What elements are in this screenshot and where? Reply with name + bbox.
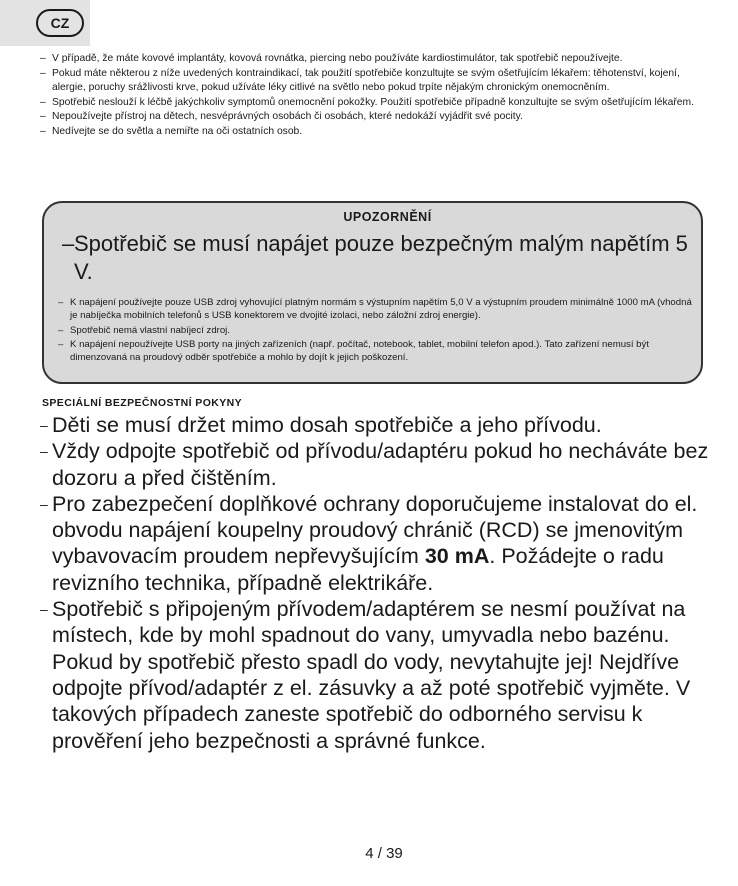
list-item-text: Nepoužívejte přístroj na dětech, nesvéprávných osobách či osobách, které nedokáží vyjádřit své pocity. [52, 111, 523, 123]
list-item-text: Spotřebič nemá vlastní nabíjecí zdroj. [70, 324, 230, 336]
list-item [40, 412, 720, 438]
list-item-text: K napájení nepoužívejte USB porty na jiných zařízeních (např. počítač, notebook, tablet, mobilní telefon apod.). Tato zařízení nemusí být dimenzovaná na proudový odběr spotřebiče a mohlo by dojít k jejich poškození. [70, 339, 649, 363]
dash: – [40, 443, 48, 460]
dash: – [58, 339, 64, 350]
dash: – [62, 231, 75, 256]
list-item-text: Spotřebič s připojeným přívodem/adaptérem se nesmí používat na místech, kde by mohl spadnout do vany, umyvadla nebo bazénu. Pokud by spotřebič přesto spadl do vody, nevytahujte jej! Nejdříve odpojte přívod/adaptér z el. zásuvky a až poté spotřebič vyjměte. V takových případech zaneste spotřebič do odborného servisu k prověření jeho bezpečnosti a správné funkce. [52, 597, 691, 753]
dash: – [40, 67, 46, 79]
list-item [40, 96, 700, 111]
special-safety-list [40, 412, 720, 754]
list-item-text: Pro zabezpečení doplňkové ochrany doporučujeme instalovat do el. obvodu napájení koupelny proudový chránič (RCD) se jmenovitým vybavovacím proudem nepřevyšujícím [52, 491, 698, 569]
dash: – [40, 125, 46, 137]
list-item [58, 296, 698, 322]
list-item [40, 125, 700, 140]
section-heading: SPECIÁLNÍ BEZPEČNOSTNÍ POKYNY [42, 397, 243, 409]
warning-main-text [62, 230, 701, 286]
list-item [40, 596, 720, 754]
warning-title: UPOZORNĚNÍ [343, 210, 432, 224]
list-item-text: Spotřebič neslouží k léčbě jakýchkoliv symptomů onemocnění pokožky. Použití spotřebiče případně konzultujte se svým ošetřujícím lékařem. [52, 96, 694, 108]
list-item [40, 67, 700, 96]
dash: – [40, 417, 48, 433]
list-item-text: Pokud máte některou z níže uvedených kontraindikací, tak použití spotřebiče konzultujte se svým ošetřujícím lékařem: těhotenství, kojení, alergie, poruchy srážlivosti krve, pokud užíváte léky citlivé na světlo nebo pokud trpíte nějakým chronickým onemocněním. [52, 67, 680, 94]
list-item [40, 491, 720, 596]
intro-safety-list [40, 52, 700, 140]
list-item-text: K napájení používejte pouze USB zdroj vyhovující platným normám s výstupním napětím 5,0 V a výstupním proudem minimálně 1000 mA (vhodná je nabíječka mobilních telefonů s USB konektorem ve dvojité izolaci, nebo záložní zdroj energie). [70, 297, 692, 321]
list-item [40, 438, 720, 491]
dash: – [58, 297, 64, 308]
dash: – [40, 96, 46, 108]
list-item [40, 110, 700, 125]
dash: – [58, 324, 64, 336]
dash: – [40, 601, 48, 618]
warning-main-label: Spotřebič se musí napájet pouze bezpečným malým napětím 5 V. [74, 231, 688, 284]
list-item-text: Nedívejte se do světla a nemiřte na oči ostatních osob. [52, 125, 303, 137]
dash: – [40, 111, 46, 123]
page-number: 4 / 39 [365, 845, 403, 862]
warning-list [58, 296, 698, 364]
list-item [58, 338, 698, 364]
list-item-text: V případě, že máte kovové implantáty, kovová rovnátka, piercing nebo používáte kardiostimulátor, tak spotřebič nepoužívejte. [52, 53, 623, 64]
list-item-text: Děti se musí držet mimo dosah spotřebiče a jeho přívodu. [52, 413, 602, 437]
language-badge: CZ [36, 9, 84, 37]
current-rating: 30 mA [424, 544, 490, 569]
list-item [58, 324, 698, 337]
dash: – [40, 495, 48, 512]
list-item-text-end: . Požádejte o radu revizního technika, případně elektrikáře. [52, 544, 664, 595]
list-item [40, 52, 700, 67]
warning-box [42, 201, 703, 384]
dash: – [40, 53, 46, 64]
list-item-text: Vždy odpojte spotřebič od přívodu/adaptéru pokud ho necháváte bez dozoru a před čištěním. [52, 439, 709, 490]
